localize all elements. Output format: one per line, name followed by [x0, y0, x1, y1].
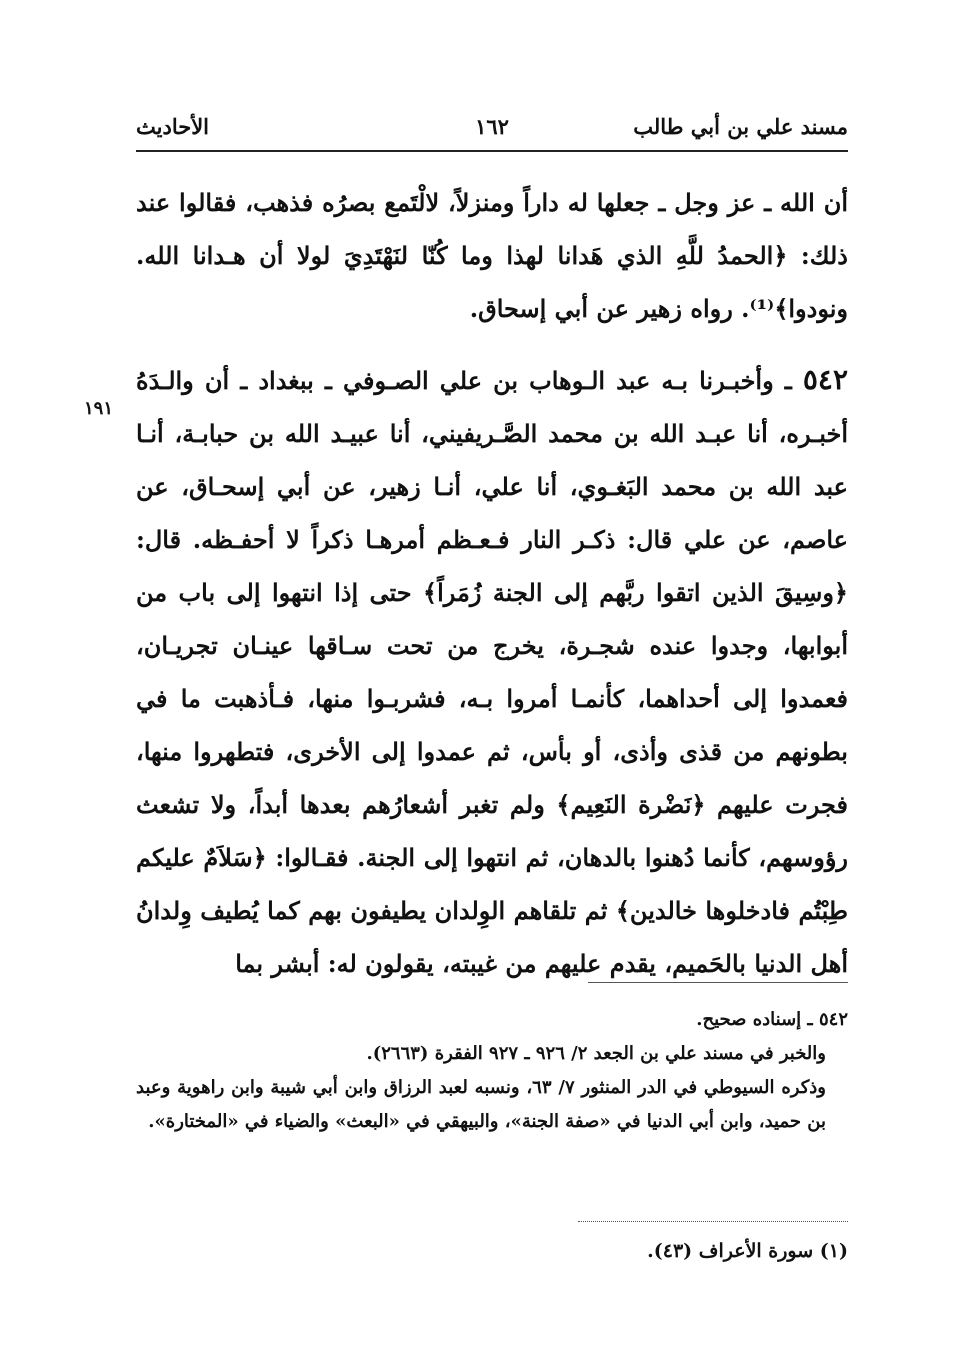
footnote-divider	[588, 982, 848, 983]
hadith-text: ـ وأخبـرنا بـه عبد الـوهاب بن علي الصـوفي ـ ببغداد ـ أن والـدَهُ أخبـره، أنا عبـد الله بن محمد الصَّـريفيني، أنا عبيـد الله بن حبابـة، أنـا عبد الله بن محمد البَغـوي، أنا علي، أنـا زهير، عن أبي إسحـاق، عن عاصم، عن علي قال: ذكـر النار فـعـظم أمرهـا ذكراً لا أحفـظه. قال: ﴿وسِيقَ الذين اتقوا ربَّهم إلى الجنة زُمَراً﴾ حتى إذا انتهوا إلى باب من أبوابها، وجدوا عنده شجـرة، يخرج من تحت سـاقها عينـان تجريـان، فعمدوا إلى أحداهما، كأنمـا أمروا بـه، فشربـوا منها، فـأذهبت ما في بطونهم من قذى وأذى، أو بأس، ثم عمدوا إلى الأخرى، فتطهروا منها، فجرت عليهم ﴿نَضْرة النَعِيم﴾ ولم تغبر أشعارُهم بعدها أبداً، ولا تشعث رؤوسهم، كأنما دُهنوا بالدهان، ثم انتهوا إلى الجنة. فقـالوا: ﴿سَلاَمٌ عليكم طِبْتُم فادخلوها خالدين﴾ ثم تلقاهم الوِلدان يطيفون بهم كما يُطيف وِلدانُ أهل الدنيا بالحَميم، يقدم عليهم من غيبته، يقولون له: أبشر بما	[136, 366, 849, 978]
quran-reference-footnote: (١) سورة الأعراف (٤٣).	[647, 1240, 848, 1262]
section-title: الأحاديث	[136, 114, 210, 139]
margin-reference: ١٩١	[84, 398, 114, 419]
book-title: مسند علي بن أبي طالب	[633, 114, 848, 139]
footnote-line: والخبر في مسند علي بن الجعد ٢/ ٩٢٦ ـ ٩٢٧ الفقرة (٢٦٦٣).	[366, 1043, 826, 1064]
page-header	[136, 110, 848, 150]
footnote-line: ٥٤٢ ـ إسناده صحيح.	[696, 1009, 848, 1030]
hadith-paragraph	[136, 353, 848, 990]
footnote-line: وذكره السيوطي في الدر المنثور ٧/ ٦٣، ونسبه لعبد الرزاق وابن أبي شيبة وابن راهوية وعبد بن حميد، وابن أبي الدنيا في «صفة الجنة»، والبيهقي في «البعث» والضياء في «المختارة».	[136, 1077, 827, 1132]
main-text	[136, 176, 848, 990]
header-divider	[136, 150, 848, 152]
footnote-divider-dotted	[578, 1221, 848, 1222]
hadith-number: ٥٤٢	[802, 363, 849, 396]
paragraph-continuation: أن الله ـ عز وجل ـ جعلها له داراً ومنزلاً، لالْتَمع بصرُه فذهب، فقالوا عند ذلك: ﴿الحمدُ للَّهِ الذي هَدانا لهذا وما كُنّا لنَهْتَدِيَ لولا أن هـدانا الله. ونودوا﴾⁽¹⁾. رواه زهير عن أبي إسحاق.	[136, 188, 848, 323]
footnotes	[136, 1003, 848, 1139]
page-number: ١٦٢	[475, 114, 509, 139]
